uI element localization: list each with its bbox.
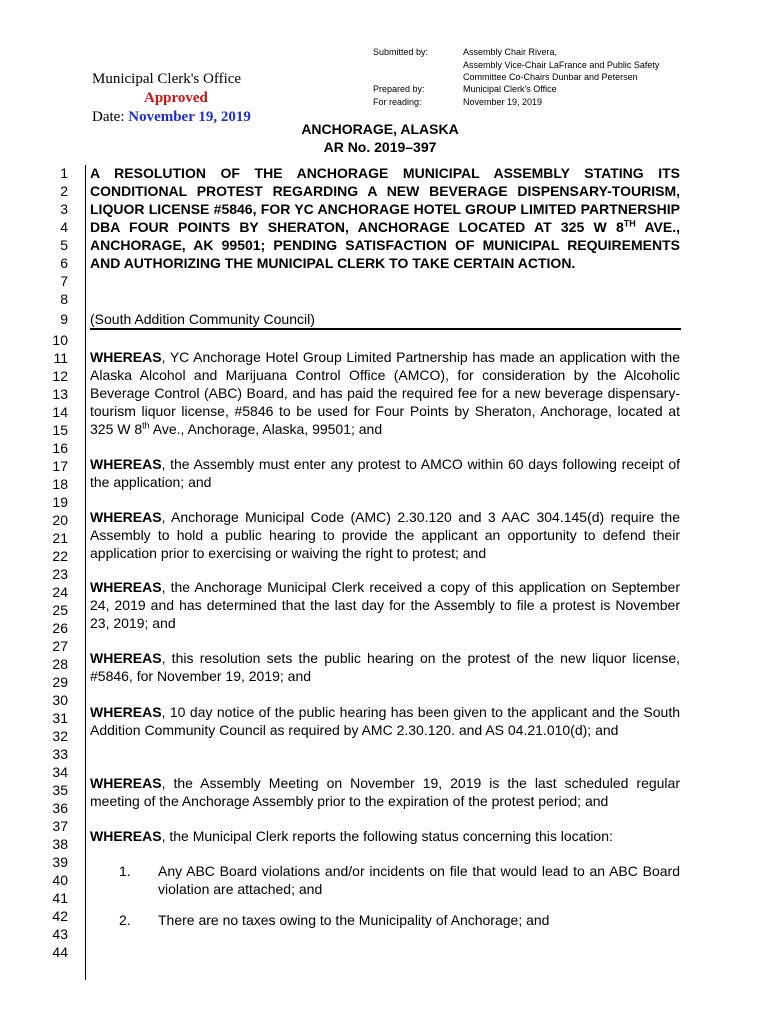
line-number: 8 [60, 291, 68, 307]
line-number: 42 [52, 908, 68, 924]
line-number: 40 [52, 872, 68, 888]
line-number: 30 [52, 692, 68, 708]
line-number: 6 [60, 255, 68, 271]
prepared-reading-values: Municipal Clerk's Office November 19, 2019 [463, 84, 557, 107]
approved-label: Approved [144, 90, 208, 106]
clerk-approval-stamp [92, 70, 251, 127]
line-number: 10 [52, 332, 68, 348]
approval-date-row [92, 108, 251, 127]
whereas-clause: WHEREAS, the Anchorage Municipal Clerk received a copy of this application on September 24, 2019 and has determined that the last day for the Assembly to file a protest is November 23, 2019; and [90, 579, 680, 631]
line-number: 16 [52, 440, 68, 456]
line-number: 13 [52, 386, 68, 402]
approval-date: November 19, 2019 [128, 109, 251, 125]
resolution-title: A RESOLUTION OF THE ANCHORAGE MUNICIPAL ASSEMBLY STATING ITS CONDITIONAL PROTEST REGARDING A NEW BEVERAGE DISPENSARY-TOURISM, LIQUOR LICENSE #5846, FOR YC ANCHORAGE HOTEL GROUP LIMITED PARTNERSHIP DBA FOUR POINTS BY SHERATON, ANCHORAGE LOCATED AT 325 W 8TH AVE., ANCHORAGE, AK 99501; PENDING SATISFACTION OF MUNICIPAL REQUIREMENTS AND AUTHORIZING THE MUNICIPAL CLERK TO TAKE CERTAIN ACTION. [90, 165, 681, 271]
line-number: 38 [52, 836, 68, 852]
whereas-clause: WHEREAS, the Assembly must enter any protest to AMCO within 60 days following receipt of the application; and [90, 456, 680, 490]
document-heading [290, 120, 470, 156]
whereas-clause: WHEREAS, the Assembly Meeting on November 19, 2019 is the last scheduled regular meeting of the Anchorage Assembly prior to the expiration of the protest period; and [90, 775, 680, 809]
line-number: 2 [60, 183, 68, 199]
line-number: 7 [60, 273, 68, 289]
line-number: 29 [52, 674, 68, 690]
line-number: 35 [52, 782, 68, 798]
line-number: 28 [52, 656, 68, 672]
line-number: 44 [52, 944, 68, 960]
city-heading: ANCHORAGE, ALASKA [301, 121, 459, 137]
line-number: 14 [52, 404, 68, 420]
line-number: 43 [52, 926, 68, 942]
line-number: 18 [52, 476, 68, 492]
line-number: 27 [52, 638, 68, 654]
list-item: Any ABC Board violations and/or incidents on file that would lead to an ABC Board violation are attached; and [158, 863, 680, 897]
line-number: 4 [60, 219, 68, 235]
list-item: There are no taxes owing to the Municipality of Anchorage; and [158, 912, 550, 928]
whereas-clause: WHEREAS, Anchorage Municipal Code (AMC) 2.30.120 and 3 AAC 304.145(d) require the Assembly to hold a public hearing to provide the applicant an opportunity to defend their application prior to exercising or waiving the right to protest; and [90, 509, 680, 561]
line-number: 1 [60, 165, 68, 181]
line-number: 34 [52, 764, 68, 780]
line-number: 3 [60, 201, 68, 217]
separator-rule [90, 328, 681, 330]
line-number: 26 [52, 620, 68, 636]
line-number: 21 [52, 530, 68, 546]
whereas-clause: WHEREAS, this resolution sets the public hearing on the protest of the new liquor license, #5846, for November 19, 2019; and [90, 650, 680, 684]
line-number: 20 [52, 512, 68, 528]
list-item-number: 2. [119, 912, 131, 928]
whereas-clause: WHEREAS, the Municipal Clerk reports the following status concerning this location: [90, 828, 613, 844]
line-number: 33 [52, 746, 68, 762]
list-item-number: 1. [119, 863, 131, 879]
clerk-office-label: Municipal Clerk's Office [92, 71, 242, 87]
line-number: 11 [53, 350, 68, 366]
whereas-clause: WHEREAS, YC Anchorage Hotel Group Limited Partnership has made an application with the Alaska Alcohol and Marijuana Control Office (AMCO), for consideration by the Alcoholic Beverage Control (ABC) Board, and has paid the required fee for a new beverage dispensary-tourism liquor license, #5846 to be used for Four Points by Sheraton, Anchorage, located at 325 W 8th Ave., Anchorage, Alaska, 99501; and [90, 349, 680, 437]
line-number: 22 [52, 548, 68, 564]
line-number: 31 [52, 710, 68, 726]
line-number: 19 [52, 494, 68, 510]
line-number: 39 [52, 854, 68, 870]
line-number: 41 [52, 890, 68, 906]
prepared-reading-labels: Prepared by: For reading: [373, 84, 425, 107]
line-number: 15 [52, 422, 68, 438]
line-number: 17 [52, 458, 68, 474]
line-number: 12 [52, 368, 68, 384]
line-number: 36 [52, 800, 68, 816]
submitted-by-label: Submitted by: [373, 47, 429, 57]
whereas-clause: WHEREAS, 10 day notice of the public hearing has been given to the applicant and the South Addition Community Council as required by AMC 2.30.120. and AS 04.21.010(d); and [90, 704, 680, 738]
line-number: 9 [60, 311, 68, 327]
line-number: 24 [52, 584, 68, 600]
submitted-by-value: Assembly Chair Rivera, Assembly Vice-Chair LaFrance and Public Safety Committee Co-Chairs Dunbar and Petersen [463, 47, 660, 82]
line-number: 32 [52, 728, 68, 744]
line-number: 5 [60, 237, 68, 253]
line-number: 37 [52, 818, 68, 834]
community-council: (South Addition Community Council) [90, 311, 315, 327]
date-label: Date: [92, 109, 125, 125]
line-number-rule [85, 165, 86, 980]
line-number: 25 [52, 602, 68, 618]
resolution-number: AR No. 2019–397 [323, 139, 437, 155]
line-number: 23 [52, 566, 68, 582]
